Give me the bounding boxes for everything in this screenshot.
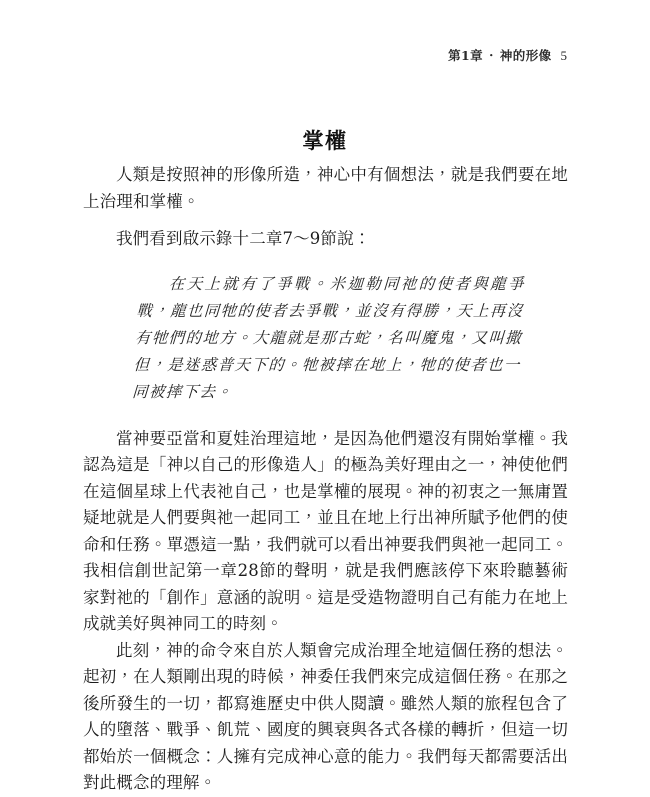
body-column: [83, 162, 568, 797]
paragraph-1: 人類是按照神的形像所造，神心中有個想法，就是我們要在地上治理和掌權。: [83, 165, 568, 211]
paragraph-2-scripture-intro: 我們看到啟示錄十二章7～9節說：: [116, 229, 371, 248]
header-section-title: 神的形像: [499, 48, 552, 63]
page-title: 掌權: [302, 128, 348, 154]
scripture-blockquote-text: 在天上就有了爭戰。米迦勒同祂的使者與龍爭戰，龍也同牠的使者去爭戰，並沒有得勝，天上再沒有牠們的地方。大龍就是那古蛇，名叫魔鬼，又叫撒但，是迷惑普天下的。牠被摔在地上，牠的使者也一同被摔下去。: [131, 274, 526, 401]
paragraph-4: 此刻，神的命令來自於人類會完成治理全地這個任務的想法。起初，在人類剛出現的時候，神委任我們來完成這個任務。在那之後所發生的一切，都寫進歷史中供人閱讀。雖然人類的旅程包含了人的墮落、戰爭、飢荒、國度的興衰與各式各樣的轉折，但這一切都始於一個概念：人擁有完成神心意的能力。我們每天都需要活出對此概念的理解。: [83, 640, 568, 792]
paragraph-3: 當神要亞當和夏娃治理這地，是因為他們還沒有開始掌權。我認為這是「神以自己的形像造人」的極為美好理由之一，神使他們在這個星球上代表祂自己，也是掌權的展現。神的初衷之一無庸置疑地就是人們要與祂一起同工，並且在地上行出神所賦予他們的使命和任務。單憑這一點，我們就可以看出神要我們與祂一起同工。我相信創世記第一章28節的聲明，就是我們應該停下來聆聽藝術家對祂的「創作」意涵的說明。這是受造物證明自己有能力在地上成就美好與神同工的時刻。: [83, 428, 568, 633]
running-header: [83, 47, 567, 65]
blockquote-spacer-top: [83, 253, 568, 271]
page-number: 5: [560, 48, 567, 63]
header-chapter-label: 第1章: [448, 48, 483, 63]
blockquote-spacer-bottom: [83, 406, 568, 426]
scripture-blockquote: [83, 271, 568, 406]
paragraph-spacer: [83, 215, 568, 226]
header-separator: ・: [484, 48, 498, 63]
